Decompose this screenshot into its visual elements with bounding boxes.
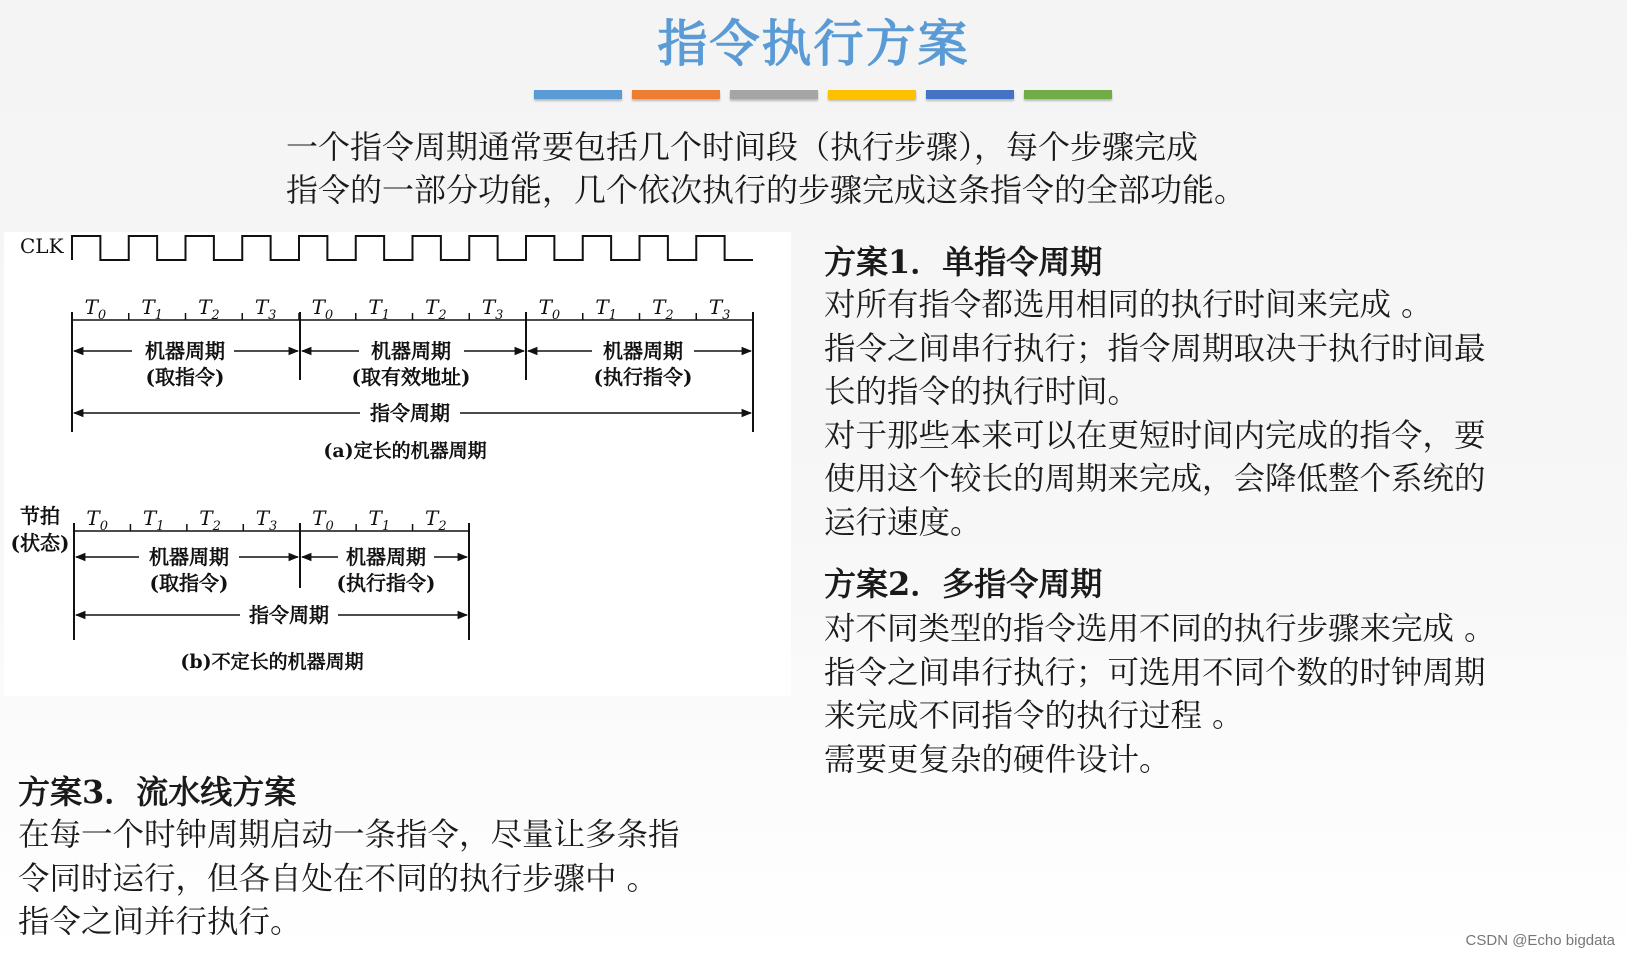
state-tick-label: $T_1$ bbox=[368, 295, 390, 323]
state-tick-label: $T_0$ bbox=[538, 295, 561, 323]
state-tick-label: $T_3$ bbox=[708, 295, 731, 323]
state-tick-label: $T_1$ bbox=[141, 295, 163, 323]
state-tick-label: $T_1$ bbox=[595, 295, 617, 323]
figure-caption-a: (a)定长的机器周期 bbox=[323, 440, 487, 462]
plan-2-line: 指令之间串行执行；可选用不同个数的时钟周期 bbox=[824, 654, 1486, 691]
plan-1-line: 运行速度。 bbox=[824, 504, 982, 541]
title-color-bar bbox=[534, 90, 1112, 99]
machine-cycle-desc: (取有效地址) bbox=[351, 365, 471, 389]
color-bar-segment bbox=[926, 90, 1014, 99]
instruction-cycle-label: 指令周期 bbox=[370, 401, 450, 425]
plan-3-line: 令同时运行，但各自处在不同的执行步骤中 。 bbox=[18, 860, 659, 897]
watermark: CSDN @Echo bigdata bbox=[1465, 932, 1615, 949]
machine-cycle-desc: (执行指令) bbox=[336, 571, 436, 595]
state-tick-label: $T_2$ bbox=[424, 506, 447, 534]
plan-1-heading: 方案1．单指令周期 bbox=[824, 243, 1103, 281]
state-tick-label: $T_0$ bbox=[312, 506, 334, 534]
plan-2-line: 需要更复杂的硬件设计。 bbox=[824, 741, 1171, 778]
state-tick-label: $T_0$ bbox=[84, 295, 107, 323]
machine-cycle-label: 机器周期 bbox=[371, 339, 451, 363]
machine-cycle-label: 机器周期 bbox=[346, 545, 426, 569]
machine-cycle-label: 机器周期 bbox=[145, 339, 225, 363]
plan-1-line: 指令之间串行执行；指令周期取决于执行时间最 bbox=[824, 330, 1486, 367]
color-bar-segment bbox=[534, 90, 622, 99]
plan-2-heading: 方案2．多指令周期 bbox=[824, 565, 1103, 603]
instruction-cycle-label: 指令周期 bbox=[249, 603, 329, 627]
machine-cycle-desc: (取指令) bbox=[145, 365, 225, 389]
plan-1-line: 使用这个较长的周期来完成，会降低整个系统的 bbox=[824, 461, 1486, 497]
intro-line: 一个指令周期通常要包括几个时间段（执行步骤），每个步骤完成 bbox=[286, 128, 1199, 166]
state-tick-label: $T_0$ bbox=[311, 295, 334, 323]
state-axis-label: (状态) bbox=[10, 531, 70, 555]
timing-diagram-figure bbox=[4, 232, 791, 696]
state-tick-label: $T_0$ bbox=[86, 506, 109, 534]
clk-waveform bbox=[72, 236, 753, 260]
figure-caption-b: (b)不定长的机器周期 bbox=[180, 651, 364, 673]
state-tick-label: $T_1$ bbox=[142, 506, 165, 534]
state-tick-label: $T_3$ bbox=[254, 295, 277, 323]
intro-line: 指令的一部分功能，几个依次执行的步骤完成这条指令的全部功能。 bbox=[286, 171, 1247, 209]
color-bar-segment bbox=[632, 90, 720, 99]
color-bar-segment bbox=[828, 90, 916, 99]
plan-3-section bbox=[18, 770, 788, 945]
state-tick-label: $T_2$ bbox=[425, 295, 447, 323]
timing-diagram bbox=[4, 232, 791, 696]
state-tick-label: $T_3$ bbox=[255, 506, 278, 534]
machine-cycle-label: 机器周期 bbox=[603, 339, 683, 363]
machine-cycle-label: 机器周期 bbox=[149, 545, 229, 569]
state-tick-label: $T_2$ bbox=[199, 506, 221, 534]
state-ticks-a bbox=[85, 295, 731, 323]
plan-3-line: 指令之间并行执行。 bbox=[18, 904, 302, 940]
plan-3-line: 在每一个时钟周期启动一条指令，尽量让多条指 bbox=[18, 817, 680, 853]
page-title: 指令执行方案 bbox=[657, 15, 970, 73]
state-ticks-b bbox=[86, 506, 446, 534]
state-tick-label: $T_2$ bbox=[198, 295, 220, 323]
machine-cycle-desc: (取指令) bbox=[149, 571, 229, 595]
intro-paragraph bbox=[286, 126, 1426, 212]
state-axis-label: 节拍 bbox=[20, 504, 60, 528]
plan-2-line: 来完成不同指令的执行过程 。 bbox=[824, 698, 1244, 734]
plan-1-line: 长的指令的执行时间。 bbox=[824, 374, 1140, 410]
plan-2-section bbox=[824, 562, 1604, 782]
plan-1-line: 对于那些本来可以在更短时间内完成的指令，要 bbox=[824, 417, 1486, 454]
clk-label: CLK bbox=[20, 234, 64, 258]
plan-1-section bbox=[824, 240, 1604, 545]
state-tick-label: $T_3$ bbox=[481, 295, 504, 323]
color-bar-segment bbox=[1024, 90, 1112, 99]
plan-3-heading: 方案3．流水线方案 bbox=[18, 773, 297, 811]
color-bar-segment bbox=[730, 90, 818, 99]
plan-2-line: 对不同类型的指令选用不同的执行步骤来完成 。 bbox=[824, 611, 1496, 647]
state-tick-label: $T_1$ bbox=[368, 506, 391, 534]
plan-1-line: 对所有指令都选用相同的执行时间来完成 。 bbox=[824, 287, 1433, 323]
state-tick-label: $T_2$ bbox=[652, 295, 674, 323]
machine-cycle-desc: (执行指令) bbox=[593, 365, 693, 389]
